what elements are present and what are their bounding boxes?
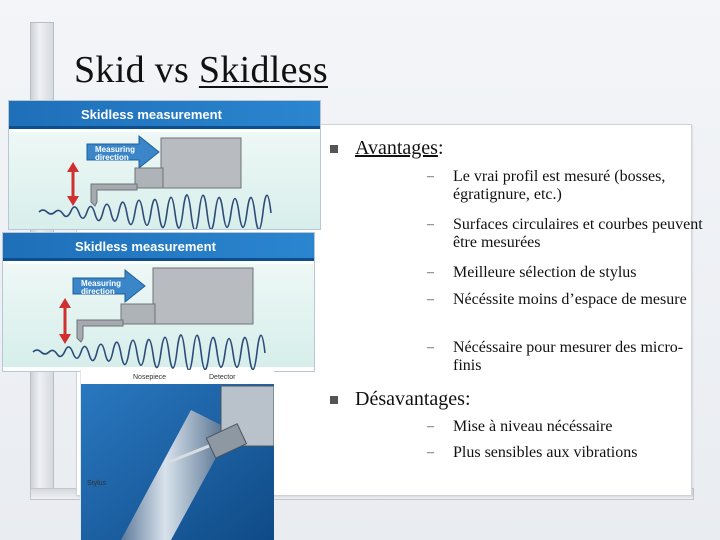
- photo-label-detector: Detector: [209, 374, 236, 381]
- surface-profile-line: [33, 335, 265, 371]
- dash-bullet: –: [427, 445, 434, 460]
- title-underlined: Skidless: [198, 49, 328, 91]
- stylus-arm: [91, 184, 137, 190]
- dash-bullet: –: [427, 419, 434, 434]
- advantage-text: Surfaces circulaires et courbes peuvent être mesurées: [453, 216, 703, 251]
- stylus-photo: [80, 370, 274, 540]
- disadvantages-heading: Désavantages:: [355, 388, 471, 410]
- gauge-body: [153, 268, 253, 324]
- arrow-label-1: Measuring: [95, 145, 136, 154]
- photo-label-nosepiece: Nosepiece: [133, 374, 167, 381]
- advantage-text: Le vrai profil est mesuré (bosses, égratignure, etc.): [453, 168, 666, 203]
- disadvantage-text: Plus sensibles aux vibrations: [453, 444, 638, 461]
- diagram-header: Skidless measurement: [9, 101, 320, 129]
- square-bullet-icon: [330, 145, 338, 153]
- dash-bullet: –: [427, 292, 434, 307]
- disadvantage-text: Mise à niveau nécéssaire: [453, 418, 613, 435]
- photo-drawing: [81, 370, 274, 540]
- arrow-label-1: Measuring: [81, 279, 122, 288]
- advantages-colon: :: [437, 137, 444, 159]
- title-plain: Skid vs: [74, 49, 199, 91]
- gauge-body: [161, 138, 241, 188]
- slide-title: [74, 48, 328, 92]
- dash-bullet: –: [427, 169, 434, 184]
- stylus-arm: [77, 320, 123, 326]
- dash-bullet: –: [427, 217, 434, 232]
- advantage-text: Nécéssite moins d’espace de mesure: [453, 291, 687, 308]
- gauge-step: [135, 168, 163, 188]
- dash-bullet: –: [427, 265, 434, 280]
- square-bullet-icon: [330, 396, 338, 404]
- photo-label-stylus: Stylus: [87, 480, 107, 487]
- advantages-heading: Avantages: [355, 137, 438, 159]
- advantage-text: Meilleure sélection de stylus: [453, 264, 637, 281]
- diagram-drawing: [9, 132, 320, 230]
- skidless-diagram-top: [8, 100, 321, 230]
- gauge-step: [121, 304, 155, 324]
- advantage-text: Nécéssaire pour mesurer des micro-finis: [453, 339, 684, 374]
- diagram-drawing: [3, 264, 314, 372]
- arrow-label-2: direction: [95, 153, 129, 162]
- diagram-header: Skidless measurement: [3, 233, 314, 261]
- skidless-diagram-bottom: [2, 232, 315, 372]
- dash-bullet: –: [427, 340, 434, 355]
- arrow-label-2: direction: [81, 287, 115, 296]
